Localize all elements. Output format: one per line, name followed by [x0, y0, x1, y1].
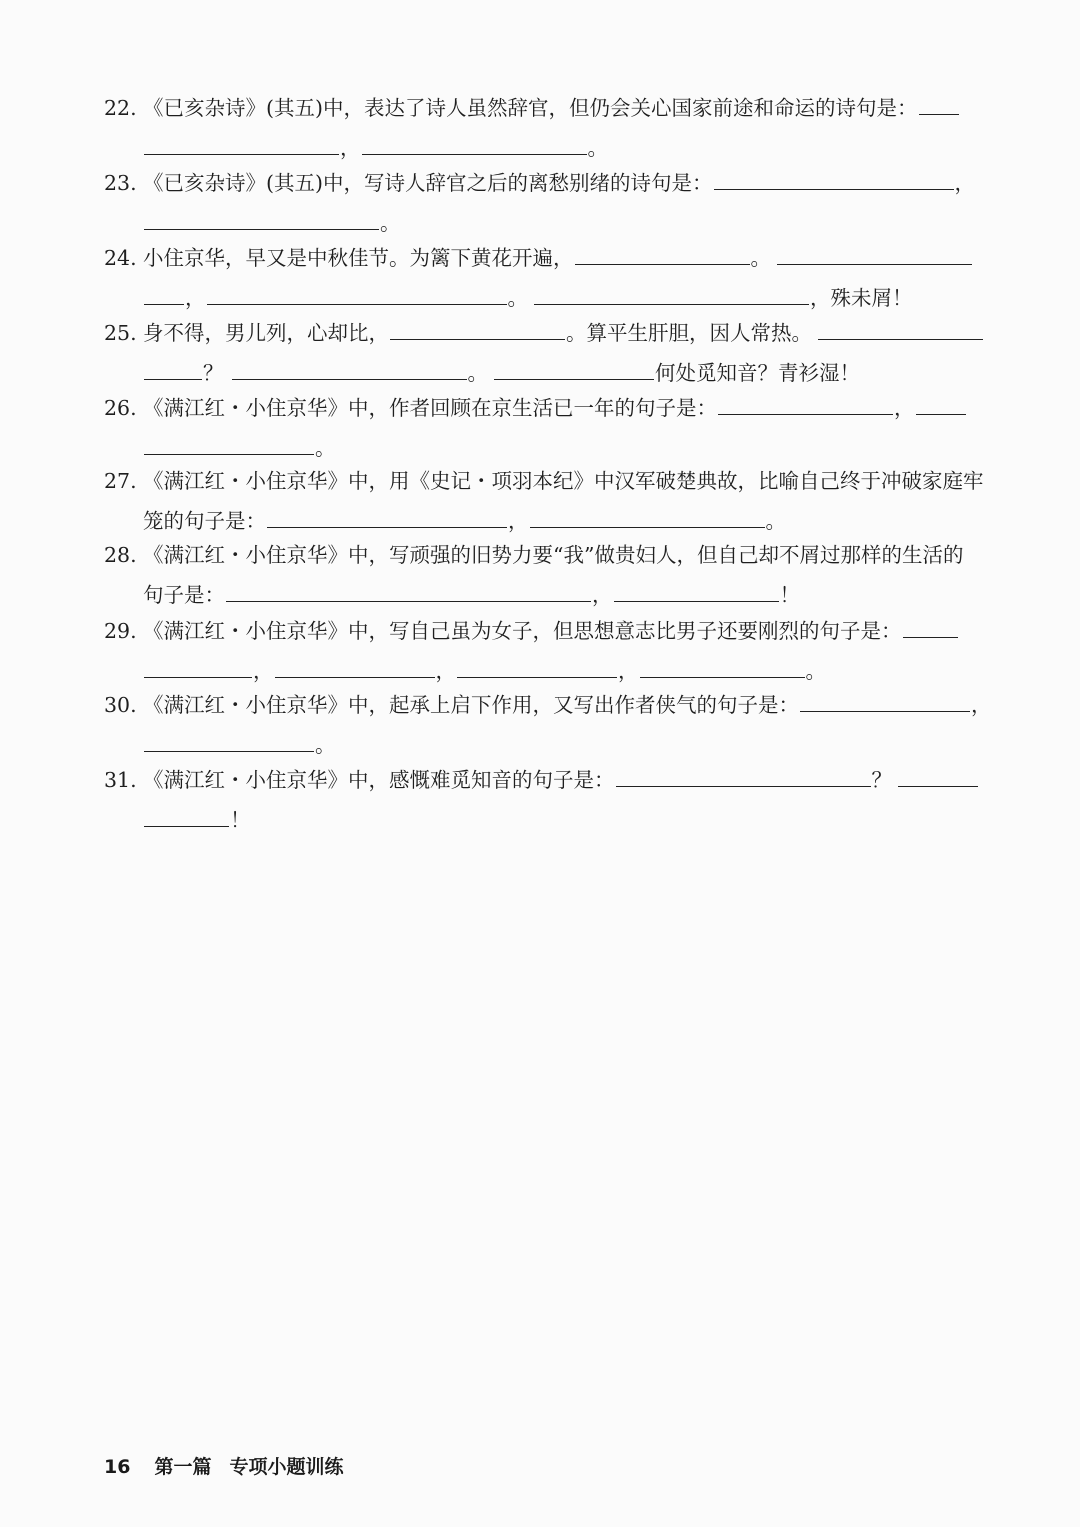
punctuation: ， [592, 582, 613, 607]
answer-blank[interactable] [898, 760, 978, 787]
answer-blank[interactable] [714, 163, 954, 190]
question-number: 29. [104, 619, 137, 643]
question-number: 28. [104, 543, 137, 567]
answer-blank[interactable] [232, 353, 467, 380]
answer-blank[interactable] [777, 238, 972, 265]
question-text: 《满江红・小住京华》中，用《史记・项羽本纪》中汉军破楚典故，比喻自己终于冲破家庭牢 [143, 469, 984, 493]
section-title: 专项小题训练 [229, 1456, 344, 1478]
punctuation: ？ [203, 360, 224, 385]
question-29 [104, 611, 980, 690]
punctuation: 。 [507, 285, 528, 310]
question-31 [104, 760, 980, 839]
punctuation: 。 [587, 135, 608, 160]
question-25 [104, 313, 980, 392]
answer-blank[interactable] [144, 278, 184, 305]
answer-blank[interactable] [207, 278, 507, 305]
punctuation: ， [508, 508, 529, 533]
answer-blank[interactable] [534, 278, 809, 305]
question-text: 《满江红・小住京华》中，写顽强的旧势力要“我”做贵妇人，但自己却不屑过那样的生活的 [143, 543, 964, 567]
text-fragment: 。算平生肝胆，因人常热。 [566, 321, 812, 345]
answer-blank[interactable] [718, 388, 893, 415]
question-30 [104, 685, 992, 764]
punctuation: ？ [871, 768, 892, 792]
question-number: 30. [104, 693, 137, 717]
page-number: 16 [104, 1456, 131, 1478]
punctuation: ， [894, 396, 915, 420]
answer-blank[interactable] [144, 428, 314, 455]
question-number: 24. [104, 246, 137, 270]
answer-blank[interactable] [275, 651, 435, 678]
answer-blank[interactable] [362, 128, 587, 155]
answer-blank[interactable] [530, 501, 765, 528]
answer-blank[interactable] [903, 611, 958, 638]
question-text-cont: 句子是： [143, 582, 225, 607]
question-text: 《满江红・小住京华》中，写自己虽为女子，但思想意志比男子还要刚烈的句子是： [143, 619, 902, 643]
punctuation: ， [435, 658, 456, 683]
text-fragment: ，殊未屑！ [810, 285, 913, 310]
question-text-cont: 笼的句子是： [143, 508, 266, 533]
punctuation: 。 [315, 732, 336, 757]
answer-blank[interactable] [919, 88, 959, 115]
answer-blank[interactable] [616, 760, 871, 787]
punctuation: 。 [750, 246, 771, 270]
answer-blank[interactable] [144, 800, 229, 827]
question-23 [104, 163, 980, 242]
punctuation: ， [954, 171, 975, 195]
punctuation: ， [253, 658, 274, 683]
question-number: 23. [104, 171, 137, 195]
section-label: 第一篇 [154, 1456, 212, 1478]
question-28 [104, 537, 980, 614]
question-text: 《满江红・小住京华》中，作者回顾在京生活已一年的句子是： [143, 396, 717, 420]
text-fragment: 何处觅知音？青衫湿！ [655, 360, 860, 385]
answer-blank[interactable] [916, 388, 966, 415]
punctuation: 。 [765, 508, 786, 533]
question-number: 25. [104, 321, 137, 345]
answer-blank[interactable] [144, 651, 252, 678]
question-26 [104, 388, 980, 467]
answer-blank[interactable] [144, 353, 202, 380]
question-22 [104, 88, 980, 167]
answer-blank[interactable] [144, 203, 379, 230]
answer-blank[interactable] [144, 128, 339, 155]
punctuation: 。 [805, 658, 826, 683]
answer-blank[interactable] [640, 651, 805, 678]
question-number: 22. [104, 96, 137, 120]
question-text: 《满江红・小住京华》中，感慨难觅知音的句子是： [143, 768, 615, 792]
page-footer [104, 1452, 343, 1479]
punctuation: 。 [467, 360, 488, 385]
question-number: 27. [104, 469, 137, 493]
answer-blank[interactable] [144, 725, 314, 752]
question-number: 26. [104, 396, 137, 420]
question-text: 《已亥杂诗》(其五)中，表达了诗人虽然辞官，但仍会关心国家前途和命运的诗句是： [143, 96, 918, 120]
question-number: 31. [104, 768, 137, 792]
answer-blank[interactable] [800, 685, 970, 712]
answer-blank[interactable] [614, 575, 779, 602]
question-24 [104, 238, 980, 317]
question-27 [104, 463, 984, 540]
question-text: 身不得，男儿列，心却比， [143, 321, 389, 345]
answer-blank[interactable] [818, 313, 983, 340]
punctuation: ， [971, 693, 992, 717]
punctuation: ！ [230, 807, 251, 832]
answer-blank[interactable] [226, 575, 591, 602]
answer-blank[interactable] [494, 353, 654, 380]
answer-blank[interactable] [267, 501, 507, 528]
punctuation: ， [185, 285, 206, 310]
punctuation: 。 [315, 435, 336, 460]
answer-blank[interactable] [457, 651, 617, 678]
punctuation: ， [618, 658, 639, 683]
punctuation: ， [340, 135, 361, 160]
answer-blank[interactable] [390, 313, 565, 340]
punctuation: 。 [380, 210, 401, 235]
punctuation: ！ [779, 582, 800, 607]
question-text: 《已亥杂诗》(其五)中，写诗人辞官之后的离愁别绪的诗句是： [143, 171, 713, 195]
answer-blank[interactable] [575, 238, 750, 265]
question-text: 《满江红・小住京华》中，起承上启下作用，又写出作者侠气的句子是： [143, 693, 799, 717]
question-text: 小住京华，早又是中秋佳节。为篱下黄花开遍， [143, 246, 574, 270]
